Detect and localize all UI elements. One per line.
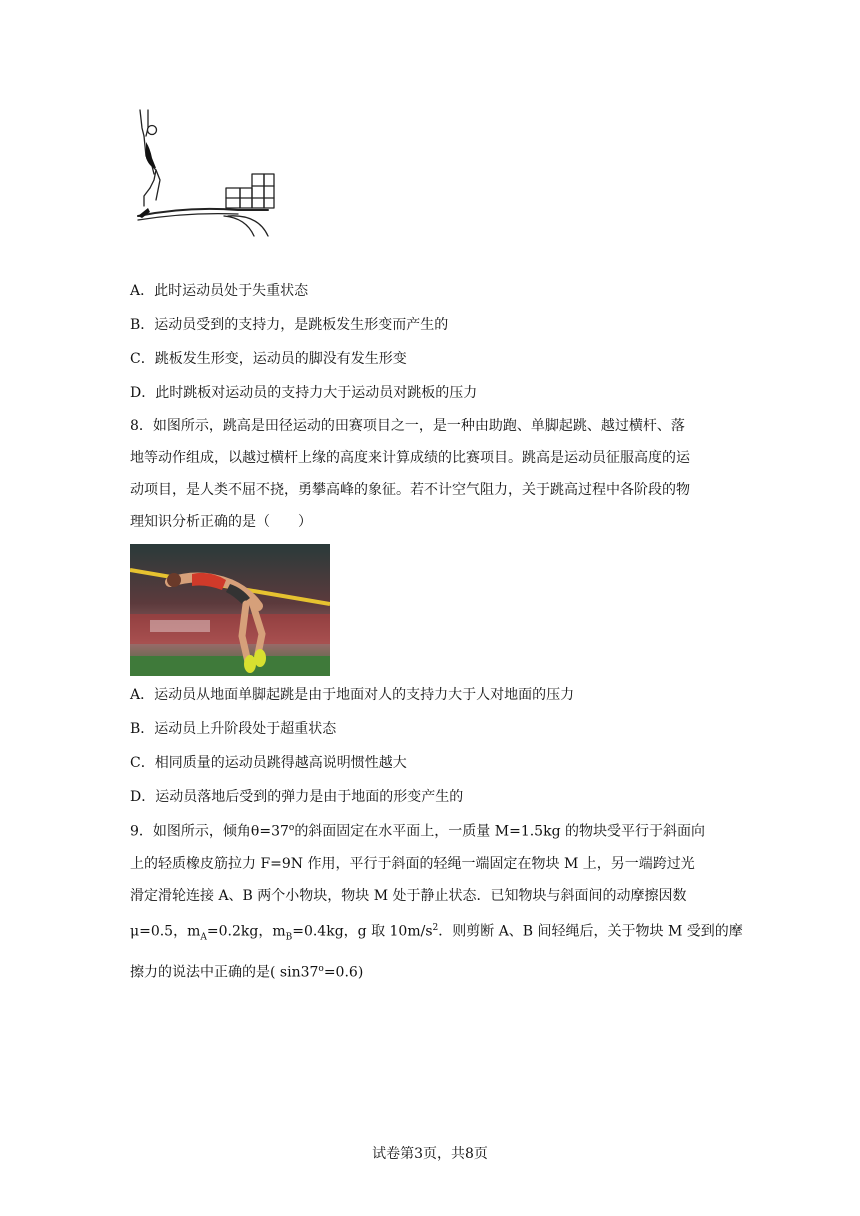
q8-option-b: B．运动员上升阶段处于超重状态 (130, 721, 337, 737)
page-footer: 试卷第3页，共8页 (372, 1146, 488, 1162)
q7-option-c: C．跳板发生形变，运动员的脚没有发生形变 (130, 351, 407, 367)
q8-stem-line: 理知识分析正确的是（ ） (130, 514, 312, 530)
q9-stem-line: μ=0.5，$m_A=0.2kg$，$m_B=0.4kg$，g 取 $10m/s^2$．则剪断 A、B 间轻绳后，关于物块 M 受到的摩 (130, 922, 743, 943)
q9-stem-line: 滑定滑轮连接 A、B 两个小物块，物块 M 处于静止状态．已知物块与斜面间的动摩擦因数 (130, 887, 687, 904)
q9-stem-line: 擦力的说法中正确的是( $\sin 37^o=0.6$) (130, 964, 364, 981)
q8-option-a: A．运动员从地面单脚起跳是由于地面对人的支持力大于人对地面的压力 (130, 687, 575, 703)
q7-option-d: D．此时跳板对运动员的支持力大于运动员对跳板的压力 (130, 385, 478, 401)
q8-stem-line: 动项目，是人类不屈不挠，勇攀高峰的象征。若不计空气阻力，关于跳高过程中各阶段的物 (130, 482, 690, 498)
q8-question-stem (130, 410, 730, 538)
q9-stem-line: 9．如图所示，倾角$\theta=37^o$的斜面固定在水平面上，一质量 M=1.5kg 的物块受平行于斜面向 (130, 823, 705, 840)
q8-option-d: D．运动员落地后受到的弹力是由于地面的形变产生的 (130, 789, 464, 805)
q7-option-b: B．运动员受到的支持力，是跳板发生形变而产生的 (130, 317, 449, 333)
high-jump-photo (130, 544, 330, 676)
q9-question-stem (130, 812, 743, 989)
q9-stem-line: 上的轻质橡皮筋拉力 F=9N 作用，平行于斜面的轻绳一端固定在物块 M 上，另一端跨过光 (130, 855, 695, 872)
q8-stem-line: 地等动作组成，以越过横杆上缘的高度来计算成绩的比赛项目。跳高是运动员征服高度的运 (130, 450, 690, 466)
q7-option-a: A．此时运动员处于失重状态 (130, 283, 309, 299)
q8-stem-line: 8．如图所示，跳高是田径运动的田赛项目之一，是一种由助跑、单脚起跳、越过横杆、落 (130, 418, 685, 434)
diving-board-figure (128, 106, 278, 238)
q8-option-c: C．相同质量的运动员跳得越高说明惯性越大 (130, 755, 407, 771)
